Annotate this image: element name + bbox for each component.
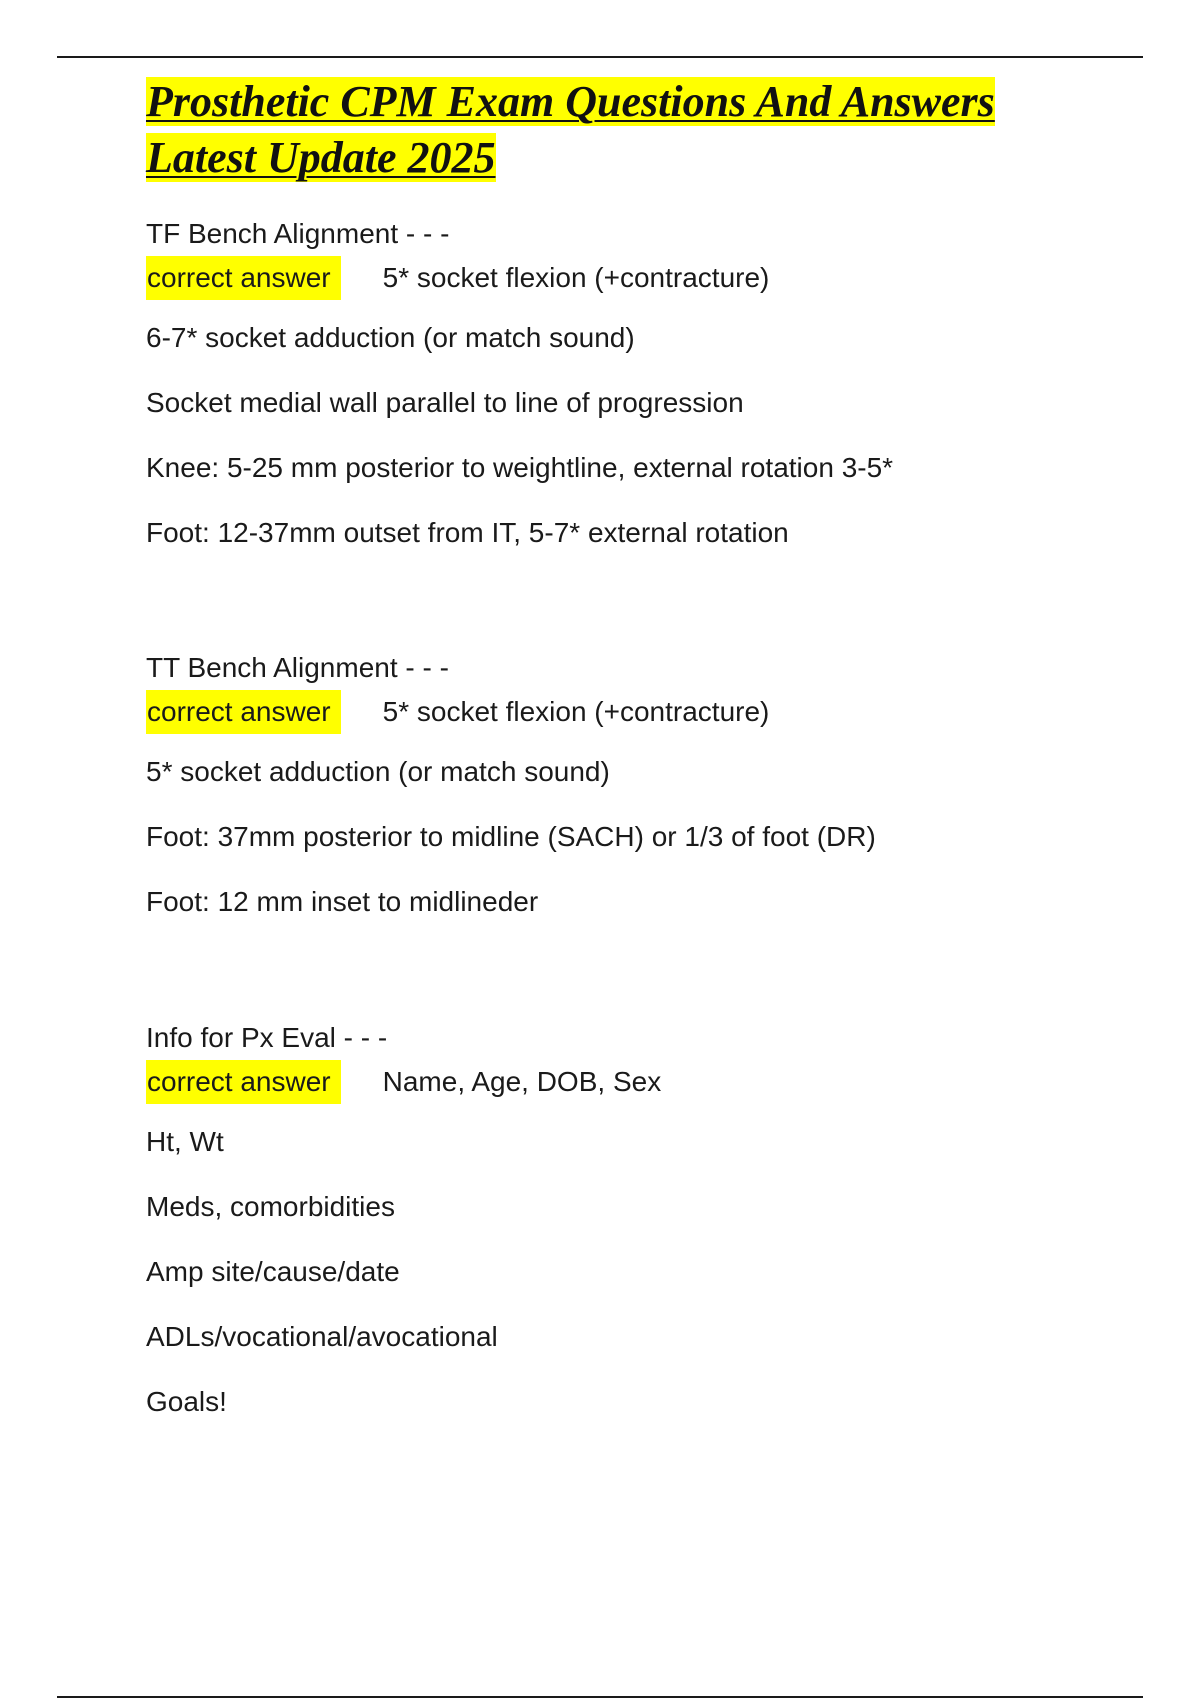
correct-answer-label: correct answer	[146, 256, 341, 300]
question-text: TT Bench Alignment - - -	[146, 652, 449, 683]
answer-line: Ht, Wt	[146, 1126, 224, 1157]
answer-row	[146, 1058, 1106, 1118]
answer-row	[146, 688, 1106, 748]
answer-line: Foot: 12-37mm outset from IT, 5-7* external rotation	[146, 517, 789, 548]
answer-row	[146, 254, 1106, 314]
title-line-1: Prosthetic CPM Exam Questions And Answers	[146, 77, 995, 126]
correct-answer-label: correct answer	[146, 1060, 341, 1104]
document-page	[146, 74, 1106, 1417]
answer-text: 5* socket flexion (+contracture)	[382, 262, 770, 293]
title-line-2: Latest Update 2025	[146, 133, 496, 182]
answer-line: Amp site/cause/date	[146, 1256, 400, 1287]
correct-answer-label: correct answer	[146, 690, 341, 734]
answer-line: Socket medial wall parallel to line of progression	[146, 387, 744, 418]
answer-text: Name, Age, DOB, Sex	[382, 1066, 662, 1097]
answer-line: 6-7* socket adduction (or match sound)	[146, 322, 635, 353]
answer-line: Foot: 37mm posterior to midline (SACH) or 1/3 of foot (DR)	[146, 821, 876, 852]
bottom-divider	[57, 1696, 1143, 1698]
answer-line: Meds, comorbidities	[146, 1191, 395, 1222]
qa-section-tf-bench	[146, 214, 1106, 574]
question-text: TF Bench Alignment - - -	[146, 218, 450, 249]
top-divider	[57, 56, 1143, 58]
answer-line: 5* socket adduction (or match sound)	[146, 756, 610, 787]
qa-section-px-eval	[146, 1018, 1106, 1443]
answer-line: ADLs/vocational/avocational	[146, 1321, 498, 1352]
answer-line: Foot: 12 mm inset to midlineder	[146, 886, 539, 917]
document-title	[146, 74, 1106, 186]
qa-section-tt-bench	[146, 648, 1106, 943]
question-text: Info for Px Eval - - -	[146, 1022, 388, 1053]
answer-text: 5* socket flexion (+contracture)	[382, 696, 770, 727]
answer-line: Knee: 5-25 mm posterior to weightline, external rotation 3-5*	[146, 452, 894, 483]
answer-line: Goals!	[146, 1386, 227, 1417]
